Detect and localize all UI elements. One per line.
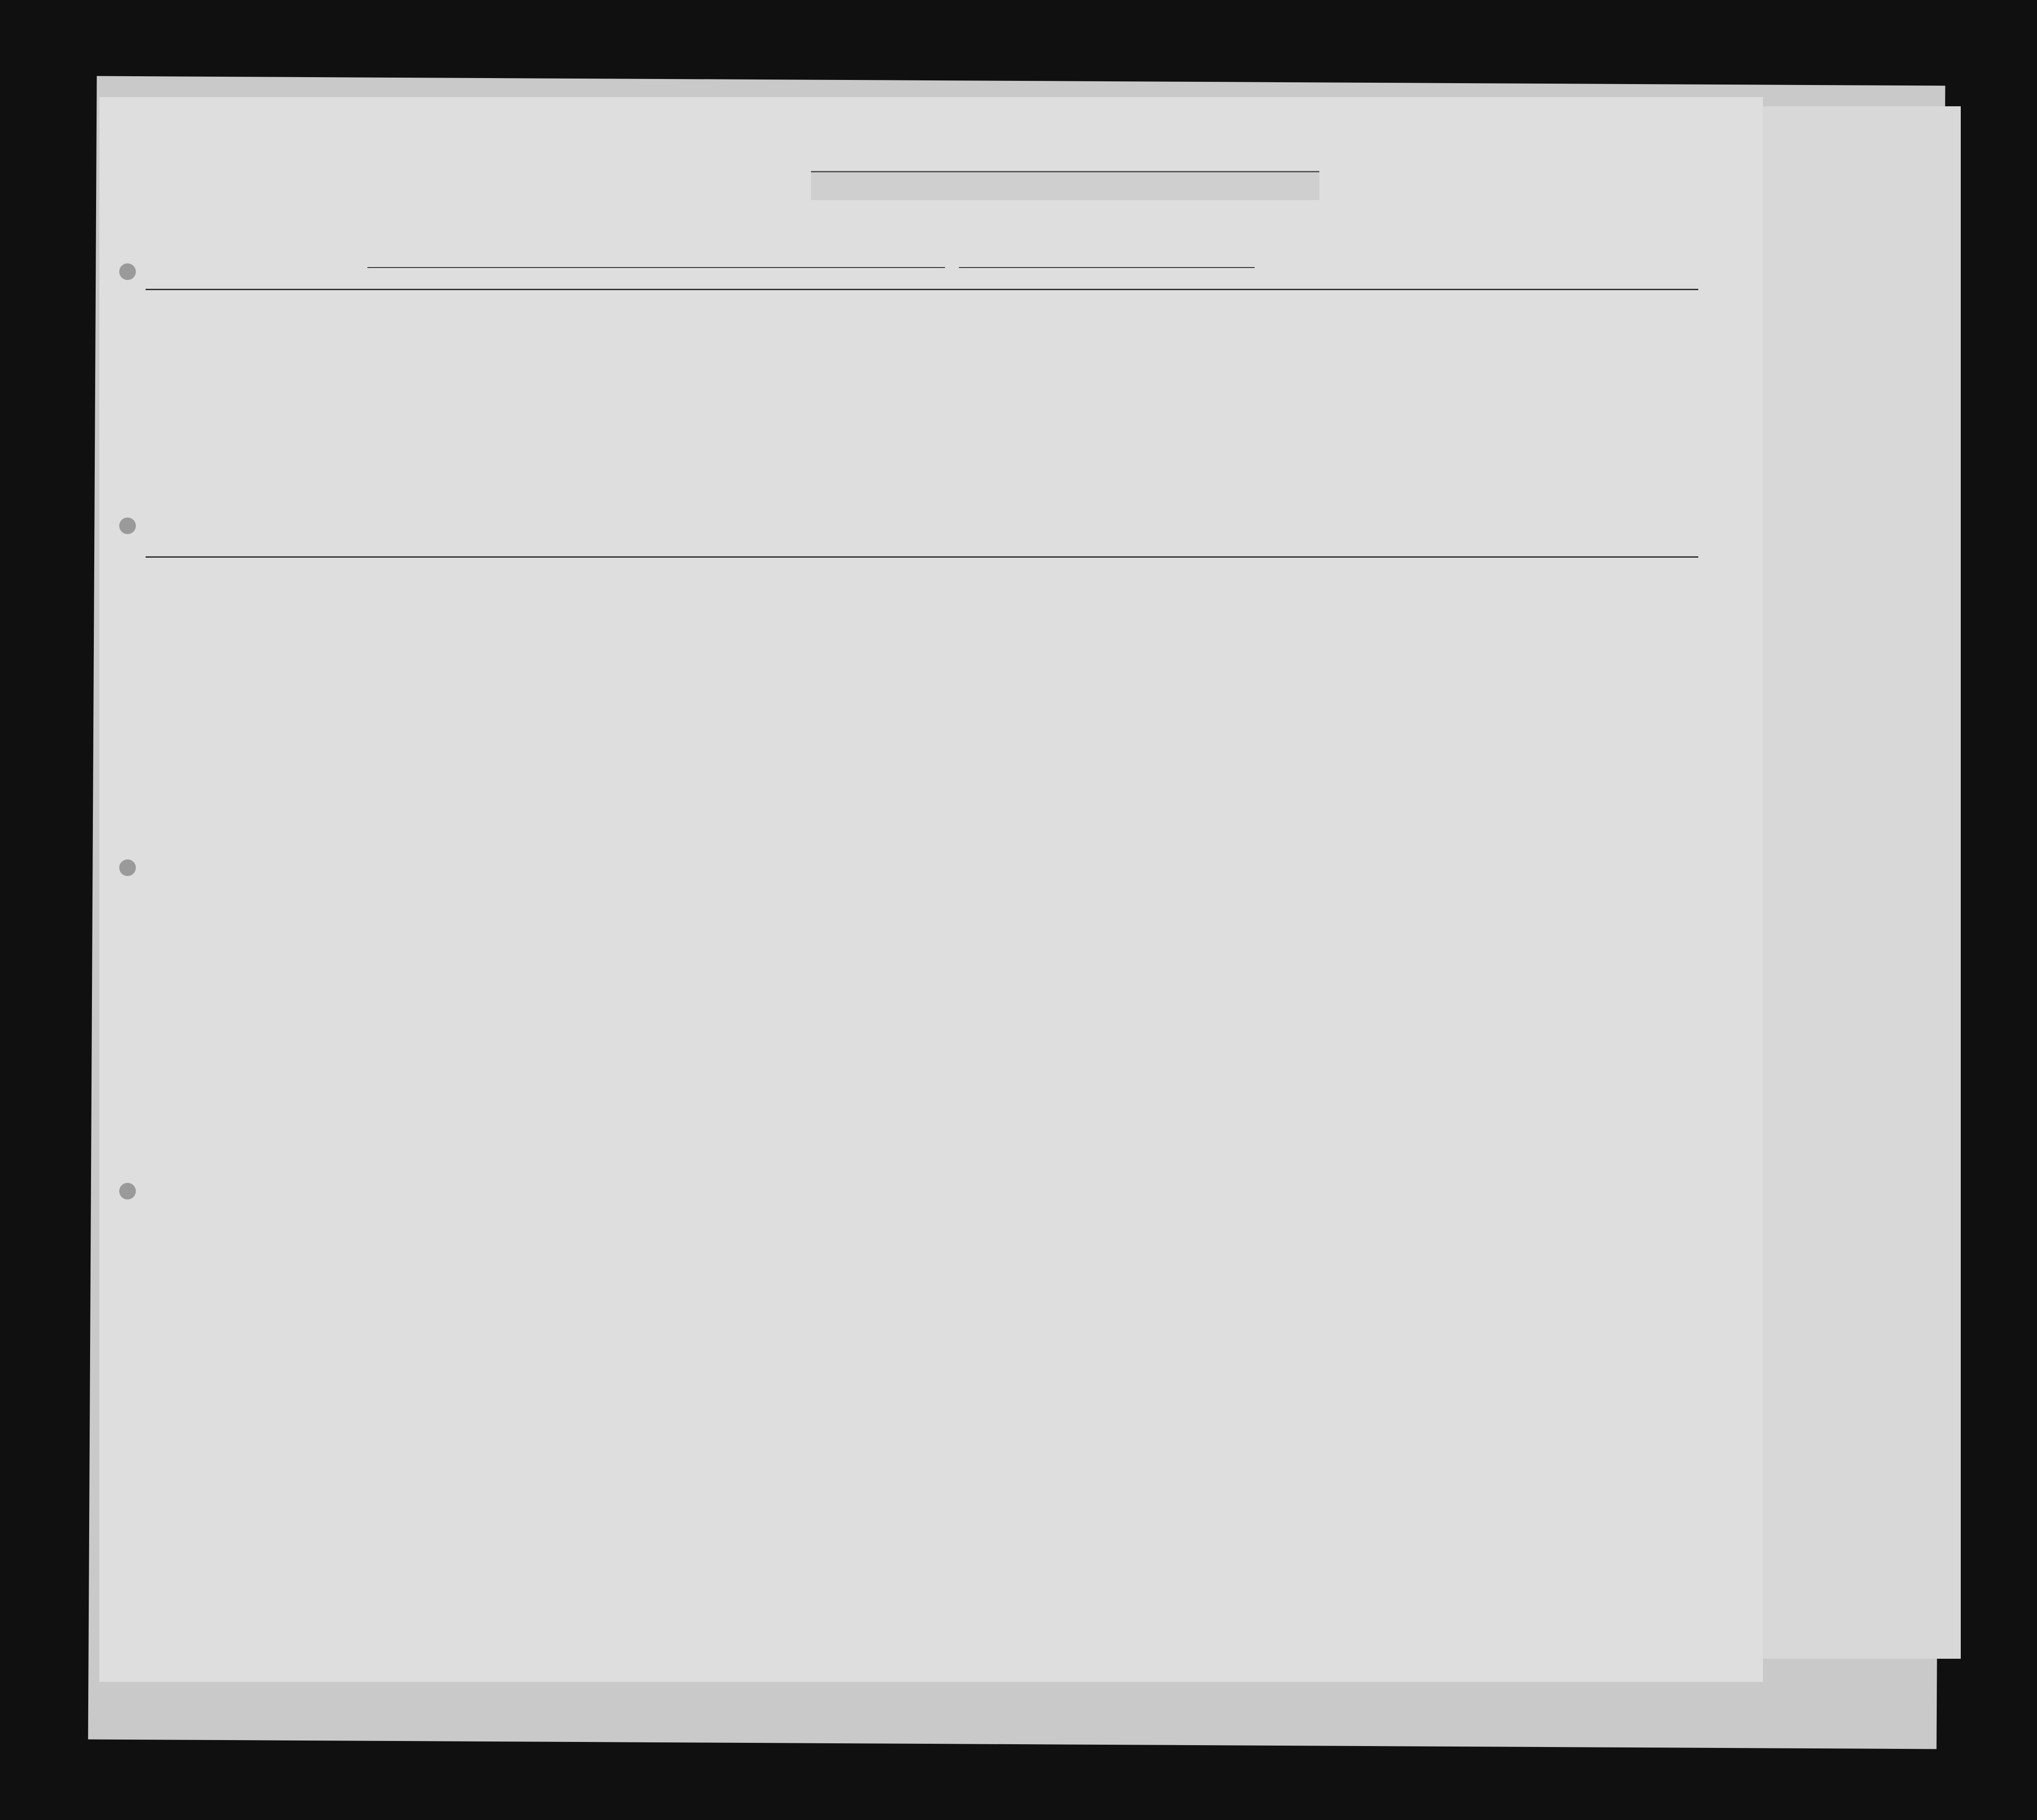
table-header <box>146 289 1698 558</box>
list-box <box>1453 129 1647 134</box>
manifest-page <box>99 97 1763 1682</box>
punch-hole <box>119 517 136 534</box>
punch-hole <box>119 859 136 876</box>
port-line <box>367 267 945 268</box>
punch-hole <box>119 263 136 280</box>
punch-hole <box>119 1183 136 1199</box>
page-tab <box>811 171 1319 200</box>
date-line <box>959 267 1255 268</box>
